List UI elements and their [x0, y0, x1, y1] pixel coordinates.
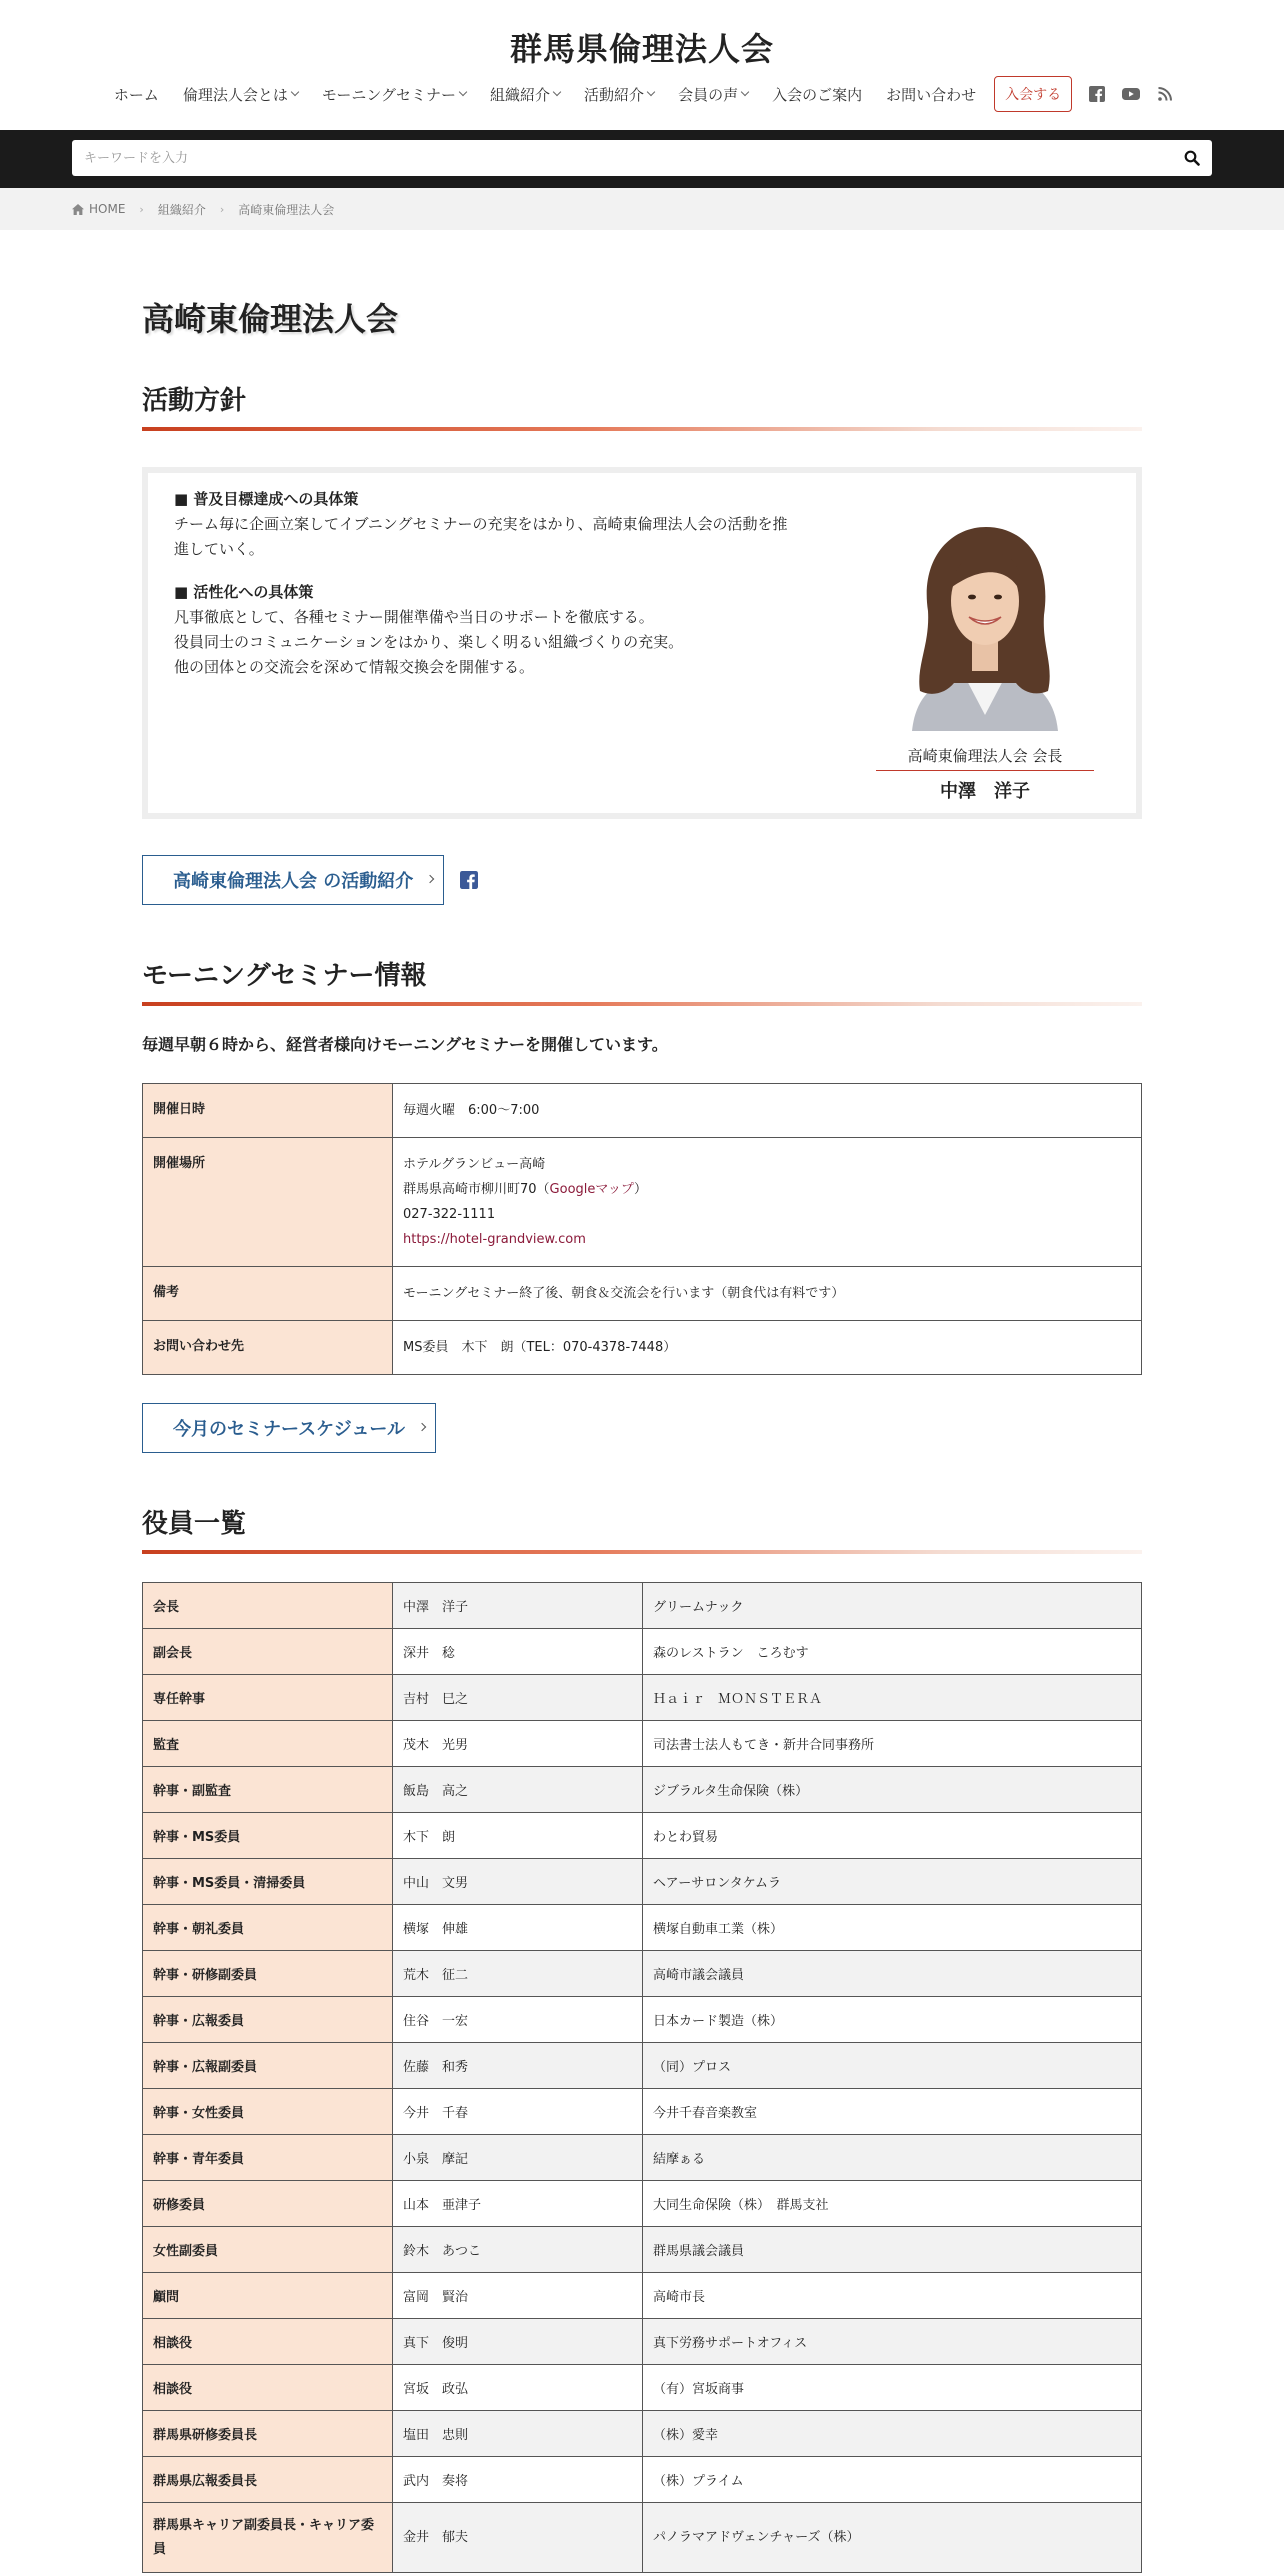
policy-block2-line: 他の団体との交流会を深めて情報交換会を開催する。 — [174, 658, 535, 676]
join-button[interactable]: 入会する — [994, 76, 1072, 112]
officer-organization: 森のレストラン ころむす — [643, 1629, 1142, 1675]
seminar-schedule-label: 今月のセミナースケジュール — [173, 1419, 406, 1440]
table-row — [143, 2503, 1142, 2573]
venue-website-link[interactable]: https://hotel-grandview.com — [403, 1232, 586, 1247]
officer-name: 富岡 賢治 — [393, 2273, 643, 2319]
nav-item-label: モーニングセミナー — [321, 85, 457, 104]
table-row — [143, 2227, 1142, 2273]
policy-block2-line: 役員同士のコミュニケーションをはかり、楽しく明るい組織づくりの充実。 — [174, 633, 684, 651]
policy-block1-line: チーム毎に企画立案してイブニングセミナーの充実をはかり、高崎東倫理法人会の活動を推 — [174, 515, 788, 533]
main-content — [142, 230, 1142, 2573]
officer-role: 顧問 — [143, 2273, 393, 2319]
youtube-icon[interactable] — [1116, 79, 1146, 109]
venue-address-text: ） — [634, 1182, 648, 1197]
officer-role: 幹事・MS委員 — [143, 1813, 393, 1859]
officer-name: 小泉 摩記 — [393, 2135, 643, 2181]
table-row — [143, 1084, 1142, 1138]
officer-role: 幹事・広報委員 — [143, 1997, 393, 2043]
officer-name: 武内 奏将 — [393, 2457, 643, 2503]
officer-name: 深井 稔 — [393, 1629, 643, 1675]
officer-role: 相談役 — [143, 2365, 393, 2411]
nav-item-label: 組織紹介 — [490, 85, 551, 104]
table-key: 開催日時 — [143, 1084, 393, 1138]
officer-organization: わとわ貿易 — [643, 1813, 1142, 1859]
table-value: MS委員 木下 朗（TEL：070-4378-7448） — [393, 1321, 1142, 1375]
officer-name: 横塚 伸雄 — [393, 1905, 643, 1951]
officer-role: 副会長 — [143, 1629, 393, 1675]
officer-role: 会長 — [143, 1583, 393, 1629]
officer-organization: （株）プライム — [643, 2457, 1142, 2503]
nav-item-morning-seminar[interactable] — [310, 76, 478, 112]
officer-organization: 日本カード製造（株） — [643, 1997, 1142, 2043]
chair-role: 高崎東倫理法人会 会長 — [876, 745, 1094, 771]
seminar-schedule-button[interactable] — [142, 1403, 436, 1453]
table-value: 毎週火曜 6:00～7:00 — [393, 1084, 1142, 1138]
chevron-down-icon — [741, 88, 749, 96]
chevron-down-icon — [291, 88, 299, 96]
officer-name: 吉村 巳之 — [393, 1675, 643, 1721]
nav-item-label: お問い合わせ — [886, 85, 977, 104]
officer-organization: 司法書士法人もてき・新井合同事務所 — [643, 1721, 1142, 1767]
officer-organization: ヘアーサロンタケムラ — [643, 1859, 1142, 1905]
facebook-icon[interactable] — [1082, 79, 1112, 109]
chevron-down-icon — [459, 88, 467, 96]
officer-role: 監査 — [143, 1721, 393, 1767]
officer-name: 塩田 忠則 — [393, 2411, 643, 2457]
table-row — [143, 1905, 1142, 1951]
table-key: 開催場所 — [143, 1138, 393, 1267]
policy-block2-title: ■ 活性化への具体策 — [174, 583, 314, 601]
nav-item-home[interactable] — [102, 76, 171, 112]
officer-role: 幹事・副監査 — [143, 1767, 393, 1813]
seminar-info-table — [142, 1083, 1142, 1375]
table-row — [143, 2457, 1142, 2503]
table-row — [143, 1951, 1142, 1997]
officer-role: 相談役 — [143, 2319, 393, 2365]
table-row — [143, 2089, 1142, 2135]
officer-role: 幹事・女性委員 — [143, 2089, 393, 2135]
officer-name: 住谷 一宏 — [393, 1997, 643, 2043]
officer-role: 研修委員 — [143, 2181, 393, 2227]
venue-phone: 027-322-1111 — [403, 1207, 496, 1222]
officer-organization: 高崎市議会議員 — [643, 1951, 1142, 1997]
table-row — [143, 2411, 1142, 2457]
nav-item-activities[interactable] — [572, 76, 666, 112]
nav-item-contact[interactable] — [874, 76, 988, 112]
breadcrumb — [72, 188, 334, 230]
google-map-link[interactable]: Googleマップ — [549, 1182, 634, 1197]
table-row — [143, 2319, 1142, 2365]
officer-organization: Ｈａｉｒ ＭＯＮＳＴＥＲＡ — [643, 1675, 1142, 1721]
officer-role: 幹事・青年委員 — [143, 2135, 393, 2181]
chevron-down-icon — [647, 88, 655, 96]
search-icon[interactable] — [1180, 146, 1204, 170]
global-nav — [0, 76, 1284, 112]
officer-name: 鈴木 あつこ — [393, 2227, 643, 2273]
table-row — [143, 1767, 1142, 1813]
nav-item-label: 入会のご案内 — [772, 85, 863, 104]
policy-block1-line: 進していく。 — [174, 540, 264, 558]
venue-address-text: 群馬県高崎市柳川町70（ — [403, 1182, 550, 1197]
table-row — [143, 1675, 1142, 1721]
officer-organization: グリームナック — [643, 1583, 1142, 1629]
policy-block1-title: ■ 普及目標達成への具体策 — [174, 490, 359, 508]
officer-organization: 結摩ぁる — [643, 2135, 1142, 2181]
officer-name: 今井 千春 — [393, 2089, 643, 2135]
search-input[interactable] — [84, 140, 1164, 176]
officer-role: 幹事・研修副委員 — [143, 1951, 393, 1997]
home-icon — [72, 204, 84, 215]
officer-organization: 横塚自動車工業（株） — [643, 1905, 1142, 1951]
table-key: 備考 — [143, 1267, 393, 1321]
search-box — [72, 140, 1212, 176]
officer-name: 荒木 征二 — [393, 1951, 643, 1997]
morning-seminar-lead: 毎週早朝６時から、経営者様向けモーニングセミナーを開催しています。 — [142, 1035, 668, 1054]
officers-heading: 役員一覧 — [142, 1503, 1142, 1554]
activity-link-label: 高崎東倫理法人会 の活動紹介 — [173, 871, 414, 892]
chair-name: 中澤 洋子 — [940, 781, 1030, 802]
table-row — [143, 1813, 1142, 1859]
officer-name: 中澤 洋子 — [393, 1583, 643, 1629]
officer-name: 中山 文男 — [393, 1859, 643, 1905]
table-row — [143, 2043, 1142, 2089]
officer-organization: パノラマアドヴェンチャーズ（株） — [643, 2503, 1142, 2573]
policy-box — [142, 467, 1142, 819]
officer-name: 金井 郁夫 — [393, 2503, 643, 2573]
officer-organization: 大同生命保険（株） 群馬支社 — [643, 2181, 1142, 2227]
activity-link-row — [142, 855, 1142, 905]
nav-item-member-voices[interactable] — [666, 76, 760, 112]
officers-table — [142, 1582, 1142, 2573]
nav-item-organization[interactable] — [478, 76, 572, 112]
chair-portrait-photo — [894, 515, 1076, 731]
officer-role: 女性副委員 — [143, 2227, 393, 2273]
venue-address — [403, 1177, 1131, 1202]
officers-table-body — [143, 1583, 1142, 2573]
officer-name: 茂木 光男 — [393, 1721, 643, 1767]
table-row — [143, 1629, 1142, 1675]
nav-item-about[interactable] — [171, 76, 310, 112]
breadcrumb-home-label: HOME — [89, 202, 126, 216]
officer-name: 木下 朗 — [393, 1813, 643, 1859]
officer-role: 専任幹事 — [143, 1675, 393, 1721]
officer-role: 群馬県研修委員長 — [143, 2411, 393, 2457]
officer-name: 佐藤 和秀 — [393, 2043, 643, 2089]
officer-name: 宮坂 政弘 — [393, 2365, 643, 2411]
nav-item-join-guide[interactable] — [760, 76, 874, 112]
officer-role: 群馬県キャリア副委員長・キャリア委員 — [143, 2503, 393, 2573]
officer-organization: 今井千春音楽教室 — [643, 2089, 1142, 2135]
table-value — [393, 1138, 1142, 1267]
table-row — [143, 1997, 1142, 2043]
table-row — [143, 1138, 1142, 1267]
breadcrumb-bar — [0, 188, 1284, 230]
officer-role: 群馬県広報委員長 — [143, 2457, 393, 2503]
officer-organization: 真下労務サポートオフィス — [643, 2319, 1142, 2365]
chevron-down-icon — [553, 88, 561, 96]
officer-organization: ジブラルタ生命保険（株） — [643, 1767, 1142, 1813]
table-key: お問い合わせ先 — [143, 1321, 393, 1375]
officer-organization: 群馬県議会議員 — [643, 2227, 1142, 2273]
officer-organization: （株）愛幸 — [643, 2411, 1142, 2457]
chevron-right-icon — [426, 875, 434, 883]
breadcrumb-current: 高崎東倫理法人会 — [238, 202, 335, 217]
policy-heading: 活動方針 — [142, 380, 1142, 431]
nav-item-label: 会員の声 — [678, 85, 739, 104]
officer-organization: （有）宮坂商事 — [643, 2365, 1142, 2411]
breadcrumb-organization[interactable]: 組織紹介 — [157, 202, 206, 217]
rss-icon[interactable] — [1150, 79, 1180, 109]
table-value: モーニングセミナー終了後、朝食＆交流会を行います（朝食代は有料です） — [393, 1267, 1142, 1321]
activity-link-button[interactable] — [142, 855, 444, 905]
chevron-right-icon — [418, 1423, 426, 1431]
officer-organization: 高崎市長 — [643, 2273, 1142, 2319]
chair-caption — [876, 745, 1094, 803]
nav-item-label: 活動紹介 — [584, 85, 645, 104]
page-title: 高崎東倫理法人会 — [142, 300, 399, 338]
officer-role: 幹事・朝礼委員 — [143, 1905, 393, 1951]
venue-name: ホテルグランビュー高崎 — [403, 1157, 546, 1172]
officer-role: 幹事・広報副委員 — [143, 2043, 393, 2089]
breadcrumb-home[interactable] — [72, 202, 125, 216]
table-row — [143, 2273, 1142, 2319]
officer-name: 飯島 高之 — [393, 1767, 643, 1813]
table-row — [143, 2365, 1142, 2411]
morning-seminar-heading: モーニングセミナー情報 — [142, 955, 1142, 1006]
table-row — [143, 1859, 1142, 1905]
facebook-icon[interactable] — [460, 871, 478, 889]
nav-item-label: ホーム — [113, 85, 159, 104]
chevron-right-icon: › — [139, 202, 144, 216]
schedule-link-row — [142, 1403, 1142, 1453]
nav-item-label: 倫理法人会とは — [182, 85, 288, 104]
officer-role: 幹事・MS委員・清掃委員 — [143, 1859, 393, 1905]
officer-organization: （同）プロス — [643, 2043, 1142, 2089]
officer-name: 真下 俊明 — [393, 2319, 643, 2365]
table-row — [143, 2181, 1142, 2227]
table-row — [143, 1721, 1142, 1767]
search-bar — [0, 130, 1284, 188]
officer-name: 山本 亜津子 — [393, 2181, 643, 2227]
site-title[interactable]: 群馬県倫理法人会 — [509, 30, 774, 68]
table-row — [143, 1267, 1142, 1321]
table-row — [143, 1583, 1142, 1629]
policy-text — [174, 487, 854, 680]
policy-block2-line: 凡事徹底として、各種セミナー開催準備や当日のサポートを徹底する。 — [174, 608, 654, 626]
table-row — [143, 1321, 1142, 1375]
table-row — [143, 2135, 1142, 2181]
site-header — [0, 0, 1284, 130]
chevron-right-icon: › — [219, 202, 225, 216]
